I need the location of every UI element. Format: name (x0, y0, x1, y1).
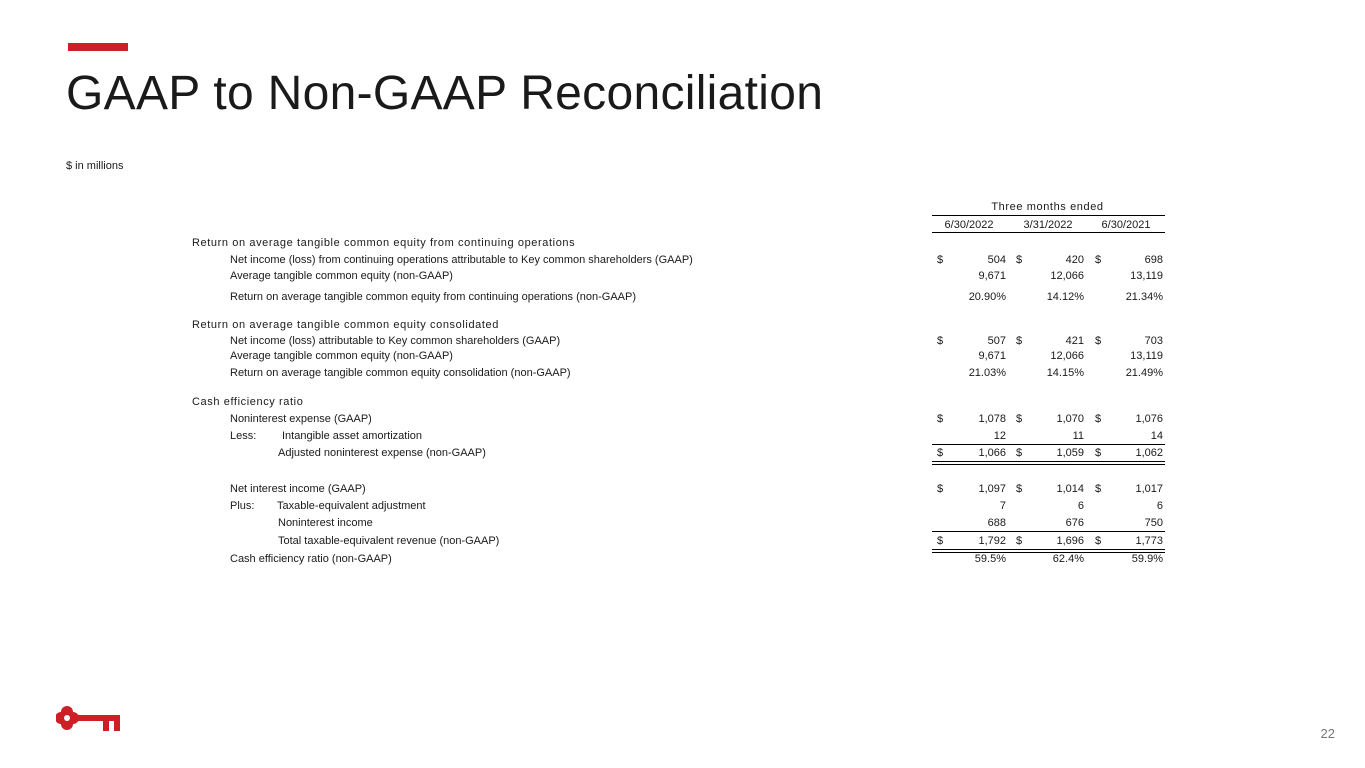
total-double-rule (932, 461, 1165, 465)
header-rule (932, 215, 1165, 216)
section-heading: Return on average tangible common equity from continuing operations (192, 237, 576, 249)
section-heading: Cash efficiency ratio (192, 396, 304, 408)
cell-value: 420 (1065, 254, 1084, 266)
cell-value: 13,119 (1130, 270, 1163, 282)
cell-value: 1,066 (978, 447, 1006, 459)
row-label: Net income (loss) from continuing operations attributable to Key common shareholders (GAAP) (230, 254, 693, 266)
cell-value: 14.12% (1046, 291, 1084, 303)
row-label: Total taxable-equivalent revenue (non-GAAP) (278, 535, 500, 547)
row-label: Average tangible common equity (non-GAAP) (230, 350, 453, 362)
currency-symbol: $ (937, 483, 944, 495)
row-label: Taxable-equivalent adjustment (277, 500, 426, 512)
cell-value: 59.5% (974, 553, 1006, 565)
column-header: 6/30/2021 (1101, 219, 1151, 231)
cell-value: 504 (987, 254, 1006, 266)
row-label: Cash efficiency ratio (non-GAAP) (230, 553, 392, 565)
cell-value: 21.34% (1125, 291, 1163, 303)
cell-value: 1,014 (1056, 483, 1084, 495)
cell-value: 1,076 (1135, 413, 1163, 425)
currency-symbol: $ (1095, 447, 1102, 459)
row-label: Average tangible common equity (non-GAAP) (230, 270, 453, 282)
cell-value: 6 (1077, 500, 1084, 512)
cell-value: 12,066 (1050, 270, 1084, 282)
cell-value: 62.4% (1052, 553, 1084, 565)
currency-symbol: $ (1095, 535, 1102, 547)
period-header: Three months ended (991, 201, 1104, 213)
cell-value: 1,062 (1135, 447, 1163, 459)
page-title: GAAP to Non-GAAP Reconciliation (66, 67, 824, 120)
currency-symbol: $ (937, 254, 944, 266)
cell-value: 676 (1065, 517, 1084, 529)
key-logo-icon (56, 700, 124, 736)
row-label: Return on average tangible common equity consolidation (non-GAAP) (230, 367, 571, 379)
cell-value: 21.49% (1125, 367, 1163, 379)
cell-value: 1,792 (978, 535, 1006, 547)
currency-symbol: $ (1016, 535, 1023, 547)
header-underline (932, 232, 1165, 233)
cell-value: 507 (987, 335, 1006, 347)
row-label: Noninterest expense (GAAP) (230, 413, 372, 425)
row-label: Adjusted noninterest expense (non-GAAP) (278, 447, 486, 459)
cell-value: 7 (999, 500, 1006, 512)
row-prefix: Plus: (230, 500, 255, 512)
cell-value: 21.03% (968, 367, 1006, 379)
cell-value: 9,671 (978, 270, 1006, 282)
cell-value: 14.15% (1046, 367, 1084, 379)
currency-symbol: $ (1095, 483, 1102, 495)
cell-value: 1,059 (1056, 447, 1084, 459)
row-label: Return on average tangible common equity from continuing operations (non-GAAP) (230, 291, 637, 303)
column-header: 3/31/2022 (1023, 219, 1073, 231)
cell-value: 13,119 (1130, 350, 1163, 362)
currency-symbol: $ (1016, 254, 1023, 266)
row-label: Net income (loss) attributable to Key common shareholders (GAAP) (230, 335, 561, 347)
currency-symbol: $ (1016, 413, 1023, 425)
row-label: Net interest income (GAAP) (230, 483, 366, 495)
title-accent-bar (68, 43, 128, 51)
row-prefix: Less: (230, 430, 257, 442)
cell-value: 1,696 (1056, 535, 1084, 547)
row-label: Noninterest income (278, 517, 373, 529)
cell-value: 20.90% (968, 291, 1006, 303)
row-label: Intangible asset amortization (282, 430, 423, 442)
currency-symbol: $ (937, 335, 944, 347)
cell-value: 703 (1144, 335, 1163, 347)
page-number: 22 (1320, 726, 1335, 741)
currency-symbol: $ (1095, 335, 1102, 347)
cell-value: 1,078 (978, 413, 1006, 425)
revenue-subtotal-rule (932, 531, 1165, 532)
cell-value: 688 (987, 517, 1006, 529)
cell-value: 14 (1150, 430, 1163, 442)
cell-value: 11 (1072, 430, 1084, 442)
cell-value: 1,017 (1135, 483, 1163, 495)
units-note: $ in millions (66, 160, 124, 172)
cell-value: 59.9% (1131, 553, 1163, 565)
cell-value: 698 (1144, 254, 1163, 266)
cell-value: 1,097 (978, 483, 1006, 495)
subtotal-rule (932, 444, 1165, 445)
currency-symbol: $ (1095, 413, 1102, 425)
cell-value: 1,773 (1135, 535, 1163, 547)
cell-value: 12 (993, 430, 1006, 442)
currency-symbol: $ (1095, 254, 1102, 266)
cell-value: 9,671 (978, 350, 1006, 362)
column-header: 6/30/2022 (944, 219, 994, 231)
currency-symbol: $ (1016, 335, 1023, 347)
cell-value: 12,066 (1050, 350, 1084, 362)
currency-symbol: $ (937, 447, 944, 459)
cell-value: 1,070 (1056, 413, 1084, 425)
currency-symbol: $ (1016, 483, 1023, 495)
cell-value: 6 (1156, 500, 1163, 512)
currency-symbol: $ (937, 413, 944, 425)
cell-value: 421 (1065, 335, 1084, 347)
currency-symbol: $ (1016, 447, 1023, 459)
currency-symbol: $ (937, 535, 944, 547)
section-heading: Return on average tangible common equity consolidated (192, 319, 499, 331)
cell-value: 750 (1144, 517, 1163, 529)
